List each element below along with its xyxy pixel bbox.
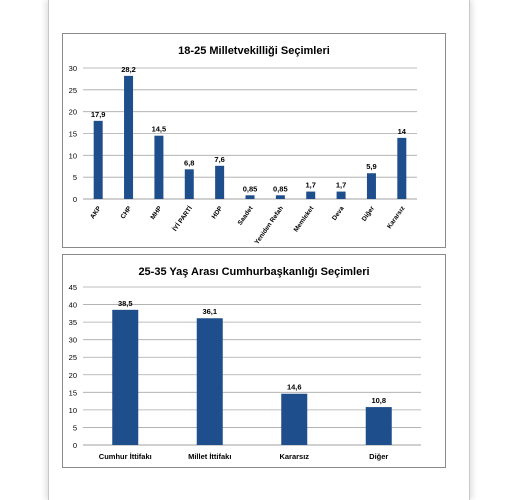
chart-2-xtick-label: Millet İttifakı (188, 452, 232, 461)
chart-1-ytick-label: 20 (68, 107, 77, 117)
chart-2-ytick-label: 40 (68, 300, 77, 310)
chart-1-bar (124, 76, 133, 199)
chart-1-xtick-label: Kararsız (386, 205, 407, 231)
chart-2-ytick-label: 5 (72, 423, 77, 433)
chart-1-xtick-label: Saadet (236, 205, 255, 227)
chart-1-data-label: 14,5 (151, 124, 167, 134)
chart-2-xtick-label: Kararsız (279, 452, 310, 461)
chart-2-bar (281, 394, 307, 445)
chart-2-data-label: 38,5 (117, 298, 133, 308)
chart-2-data-label: 36,1 (202, 307, 218, 317)
chart-2-xtick-label: Diğer (369, 452, 389, 461)
chart-2-ytick-label: 45 (68, 283, 77, 292)
chart-2 (63, 255, 445, 467)
chart-1-data-label: 1,7 (305, 180, 316, 190)
chart-1-data-label: 5,9 (366, 162, 377, 172)
chart-2-data-label: 10,8 (371, 396, 387, 406)
chart-1-ytick-label: 15 (68, 129, 77, 139)
chart-1-ytick-label: 0 (72, 195, 77, 204)
chart-1-bar (246, 195, 255, 199)
chart-1-bar (94, 121, 103, 199)
chart-1-xtick-label: HDP (210, 205, 225, 221)
chart-1-bar (215, 166, 224, 199)
chart-2-ytick-label: 35 (68, 318, 77, 328)
chart-2-data-label: 14,6 (286, 382, 302, 392)
chart-1-ytick-label: 25 (68, 85, 77, 95)
chart-1-frame (62, 33, 446, 248)
chart-2-xtick-label: Cumhur İttifakı (98, 452, 152, 461)
chart-1-data-label: 14 (397, 126, 406, 136)
chart-1-ytick-label: 30 (68, 64, 77, 73)
chart-1-data-label: 17,9 (90, 109, 106, 119)
chart-2-bar (197, 318, 223, 445)
chart-1-data-label: 6,8 (184, 158, 195, 168)
chart-1-data-label: 0,85 (273, 184, 288, 194)
chart-1-ytick-label: 5 (72, 173, 77, 183)
chart-2-frame (62, 254, 446, 468)
chart-1-xtick-label: MHP (149, 205, 164, 221)
chart-1-xtick-label: Diğer (360, 205, 377, 223)
chart-1-xtick-label: AKP (89, 205, 103, 221)
chart-1-bar (367, 173, 376, 199)
chart-1-title: 18-25 Milletvekilliği Seçimleri (178, 45, 330, 57)
chart-1-bar (276, 195, 285, 199)
chart-2-bar (366, 407, 392, 445)
chart-2-ytick-label: 25 (68, 353, 77, 363)
chart-1-data-label: 28,2 (121, 64, 136, 74)
chart-1-xtick-label: Memleket (292, 205, 316, 234)
chart-1-bar (306, 192, 315, 199)
chart-2-title: 25-35 Yaş Arası Cumhurbaşkanlığı Seçimleri (138, 266, 370, 278)
chart-1-data-label: 0,85 (242, 184, 258, 194)
chart-1-bar (154, 136, 163, 199)
chart-2-ytick-label: 10 (68, 405, 77, 415)
chart-2-ytick-label: 15 (68, 388, 77, 398)
chart-1-bar (337, 192, 346, 199)
chart-1-bar (185, 169, 194, 199)
chart-1-bar (397, 138, 406, 199)
chart-2-bar (112, 310, 138, 445)
chart-1-xtick-label: İYİ PARTİ (171, 205, 194, 233)
chart-2-ytick-label: 30 (68, 335, 77, 345)
chart-1-xtick-label: Deva (331, 205, 346, 222)
chart-1-data-label: 1,7 (335, 180, 347, 190)
chart-1-ytick-label: 10 (68, 151, 77, 161)
chart-1-data-label: 7,6 (214, 154, 225, 164)
chart-1-xtick-label: CHP (119, 205, 134, 221)
chart-2-ytick-label: 0 (72, 441, 77, 450)
chart-1 (63, 34, 445, 247)
chart-2-ytick-label: 20 (68, 370, 77, 380)
chart-1-xtick-label: Yeniden Refah (253, 205, 286, 246)
